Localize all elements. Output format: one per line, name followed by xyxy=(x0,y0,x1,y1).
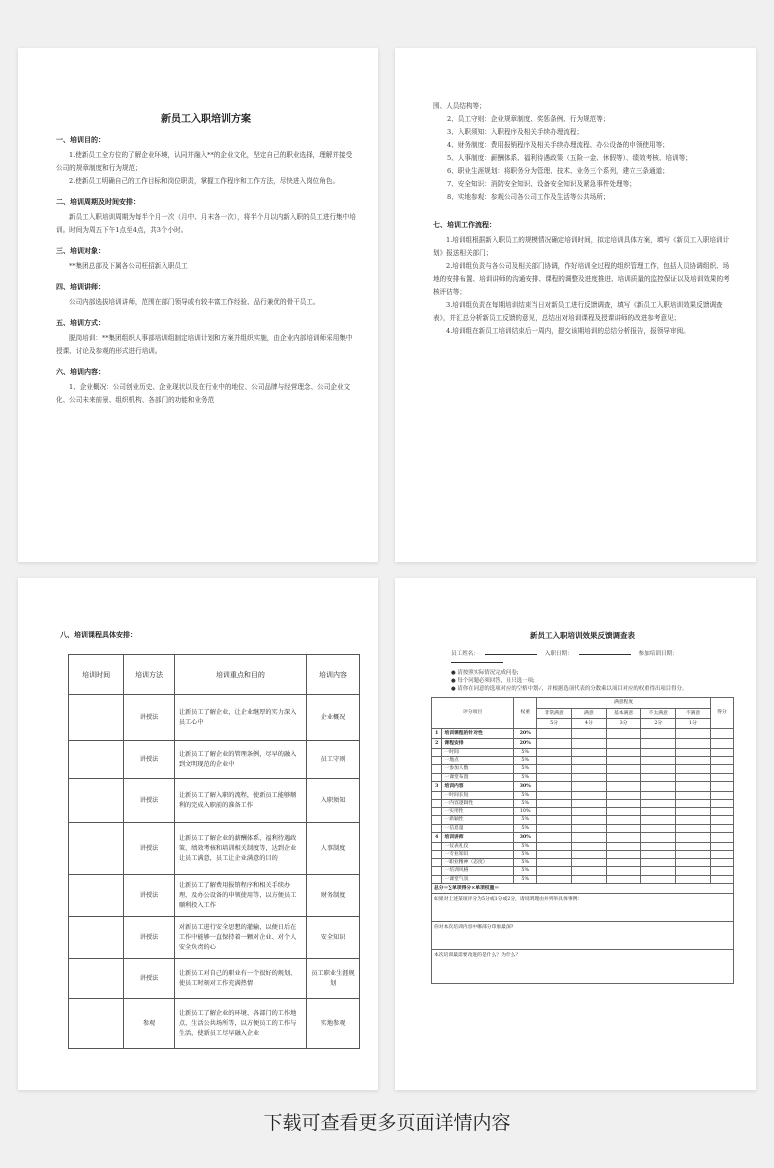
course-schedule-table xyxy=(68,654,360,1049)
rating-cell[interactable] xyxy=(571,729,606,739)
total-formula: 总分＝∑单项得分×单项权重＝ xyxy=(432,883,734,893)
entry-date-blank[interactable] xyxy=(579,649,631,655)
content-cell: 员工守则 xyxy=(307,741,360,779)
satisfaction-header: 满意程度 xyxy=(537,698,711,709)
paragraph: 公司内部选拔培训讲师，范围在部门领导或有较丰富工作经验、品行兼优的骨干员工。 xyxy=(69,298,320,306)
section-weight: 20% xyxy=(514,729,537,739)
list-item: 6、职业生涯规划：将职务分为管理、技术、业务三个系列，建立三条通道； xyxy=(447,167,669,175)
download-caption: 下载可查看更多页面详情内容 xyxy=(263,1112,511,1134)
rating-cell[interactable] xyxy=(676,729,711,739)
training-date-blank[interactable] xyxy=(451,657,503,663)
rating-cell[interactable] xyxy=(676,757,711,765)
table-row xyxy=(69,999,360,1049)
rating-cell[interactable] xyxy=(676,859,711,867)
table-row xyxy=(432,893,734,921)
table-row xyxy=(69,779,360,823)
section-heading: 一、培训目的： xyxy=(56,136,105,144)
weight-header: 权重 xyxy=(514,698,537,729)
rating-cell[interactable] xyxy=(710,739,733,749)
rating-cell[interactable] xyxy=(676,800,711,808)
sub-item-name: 一参加人数 xyxy=(442,765,514,773)
rating-cell[interactable] xyxy=(537,765,572,773)
open-question: 你对本次培训内容中哪部分印象最深? xyxy=(432,921,734,949)
rating-cell[interactable] xyxy=(676,832,711,842)
list-item: 2、员工守则：企业规章制度、奖惩条例、行为规范等； xyxy=(447,115,610,123)
instruction-note: ● 每个问题必须回答，且只选一项; xyxy=(451,678,535,684)
blank-cell xyxy=(432,875,442,883)
column-header: 培训方法 xyxy=(124,655,175,695)
table-row xyxy=(432,859,734,867)
section-name: 课程安排 xyxy=(442,739,514,749)
content-cell: 企业概况 xyxy=(307,695,360,741)
rating-cell[interactable] xyxy=(641,832,676,842)
rating-cell[interactable] xyxy=(571,851,606,859)
rating-cell[interactable] xyxy=(710,842,733,850)
content-cell: 实地参观 xyxy=(307,999,360,1049)
sub-item-name: 一职业精神（态度） xyxy=(442,859,514,867)
rating-cell[interactable] xyxy=(676,765,711,773)
blank-cell xyxy=(432,808,442,816)
section-number: 2 xyxy=(432,739,442,749)
rating-cell[interactable] xyxy=(537,875,572,883)
paragraph: 围、人员结构等； xyxy=(433,102,486,110)
time-cell xyxy=(69,823,124,875)
list-item: 5、人事制度：薪酬体系、福利待遇政策（五险一金、休假等）、绩效考核、培训等； xyxy=(447,154,692,162)
table-row xyxy=(432,883,734,893)
instruction-note: ● 请按照实际情况完成问卷; xyxy=(451,670,519,676)
paragraph: 3.培训组负责在每期培训结束当日对新员工进行反馈调查，填写《新员工入职培训效果反馈调查表》，并汇总分析新员工反馈的意见，总结出对培训课程及授课讲师的改进参考意见； xyxy=(433,301,723,322)
level-points: 4分 xyxy=(571,719,606,729)
rating-cell[interactable] xyxy=(710,832,733,842)
sub-item-name: 一时间长短 xyxy=(442,791,514,799)
section-heading: 五、培训方式： xyxy=(56,319,105,327)
rating-cell[interactable] xyxy=(710,808,733,816)
goal-cell: 让新员工了解企业的薪酬体系、福利待遇政策、绩效考核和培训相关制度等，达到企业让员工满意，员工让企业满意的目的 xyxy=(174,823,306,875)
table-row xyxy=(432,808,734,816)
level-label: 满意 xyxy=(571,709,606,719)
goal-cell: 让新员工了解费用报销程序和相关手续办理，及办公设备的申领使用等，以方便员工顺利投入工作 xyxy=(174,875,306,917)
rating-cell[interactable] xyxy=(641,824,676,832)
method-cell: 讲授法 xyxy=(124,741,175,779)
rating-cell[interactable] xyxy=(606,816,641,824)
method-cell: 讲授法 xyxy=(124,875,175,917)
table-row xyxy=(432,875,734,883)
level-points: 5分 xyxy=(537,719,572,729)
level-label: 非常满意 xyxy=(537,709,572,719)
rating-cell[interactable] xyxy=(606,800,641,808)
rating-cell[interactable] xyxy=(606,851,641,859)
rating-cell[interactable] xyxy=(641,773,676,781)
goal-cell: 让新员工对自己的职业有一个很好的规划，使员工时刻对工作充满热情 xyxy=(174,959,306,999)
level-points: 3分 xyxy=(606,719,641,729)
rating-cell[interactable] xyxy=(710,781,733,791)
employee-name-label: 员工姓名： xyxy=(451,651,479,657)
goal-cell: 让新员工了解企业的管理条例，尽早的融入到文明现范的企业中 xyxy=(174,741,306,779)
rating-cell[interactable] xyxy=(606,757,641,765)
sub-item-name: 一仪表礼仪 xyxy=(442,842,514,850)
section-heading: 六、培训内容： xyxy=(56,368,105,376)
instruction-note: ● 请你在同意的选项对应的空格中划✓，并根据选项代表的分数乘以项目对应的权重得出项目得分。 xyxy=(451,686,688,692)
rating-cell[interactable] xyxy=(710,867,733,875)
time-cell xyxy=(69,779,124,823)
rating-cell[interactable] xyxy=(606,842,641,850)
level-points: 2分 xyxy=(641,719,676,729)
goal-cell: 让新员工了解入职的流程，使新员工能够顺利的完成入职前的准备工作 xyxy=(174,779,306,823)
rating-cell[interactable] xyxy=(537,781,572,791)
time-cell xyxy=(69,917,124,959)
rating-cell[interactable] xyxy=(537,816,572,824)
time-cell xyxy=(69,695,124,741)
rating-cell[interactable] xyxy=(571,765,606,773)
rating-cell[interactable] xyxy=(571,816,606,824)
entry-date-label: 入职日期： xyxy=(544,651,573,657)
rating-cell[interactable] xyxy=(606,739,641,749)
rating-cell[interactable] xyxy=(606,765,641,773)
rating-cell[interactable] xyxy=(571,824,606,832)
sub-item-name: 一时间 xyxy=(442,749,514,757)
content-cell: 安全知识 xyxy=(307,917,360,959)
method-cell: 参观 xyxy=(124,999,175,1049)
document-page-4 xyxy=(395,578,756,1090)
sub-item-weight: 5% xyxy=(514,816,537,824)
rating-cell[interactable] xyxy=(676,867,711,875)
rating-cell[interactable] xyxy=(606,729,641,739)
sub-item-name: 一内容逻辑性 xyxy=(442,800,514,808)
sub-item-name: 一课堂布置 xyxy=(442,773,514,781)
content-cell: 人事制度 xyxy=(307,823,360,875)
document-page-1 xyxy=(18,48,378,562)
rating-cell[interactable] xyxy=(606,867,641,875)
table-row xyxy=(432,824,734,832)
rating-cell[interactable] xyxy=(676,824,711,832)
sub-item-name: 一课堂气氛 xyxy=(442,875,514,883)
rating-cell[interactable] xyxy=(641,851,676,859)
level-points: 1分 xyxy=(676,719,711,729)
paragraph: 1.培训组根据新入职员工的规模情况确定培训时间，拟定培训具体方案，填写《新员工入职培训计划》报送相关部门； xyxy=(433,236,730,257)
document-page-2 xyxy=(395,48,756,562)
sub-item-weight: 5% xyxy=(514,859,537,867)
table-row xyxy=(432,773,734,781)
blank-cell xyxy=(432,824,442,832)
time-cell xyxy=(69,875,124,917)
rating-cell[interactable] xyxy=(571,757,606,765)
sub-item-weight: 5% xyxy=(514,842,537,850)
form-title: 新员工入职培训效果反馈调查表 xyxy=(530,631,635,640)
paragraph: 脱岗培训：**集团组织人事部培训组制定培训计划和方案并组织实施，由企业内部培训师采用集中授课、讨论及参观的形式进行培训。 xyxy=(56,334,353,355)
blank-cell xyxy=(432,816,442,824)
method-cell: 讲授法 xyxy=(124,917,175,959)
rating-cell[interactable] xyxy=(676,739,711,749)
sub-item-weight: 5% xyxy=(514,791,537,799)
section-weight: 20% xyxy=(514,739,537,749)
goal-cell: 让新员工了解企业，让企业继厚的实力深入员工心中 xyxy=(174,695,306,741)
list-item: 7、安全知识：消防安全知识、设备安全知识及紧急事件处理等； xyxy=(447,180,636,188)
table-row xyxy=(432,781,734,791)
rating-cell[interactable] xyxy=(641,859,676,867)
rating-cell[interactable] xyxy=(641,781,676,791)
rating-cell[interactable] xyxy=(537,808,572,816)
rating-cell[interactable] xyxy=(571,842,606,850)
rating-cell[interactable] xyxy=(606,791,641,799)
rating-cell[interactable] xyxy=(641,842,676,850)
rating-cell[interactable] xyxy=(710,765,733,773)
content-list xyxy=(433,113,734,204)
sub-item-weight: 5% xyxy=(514,851,537,859)
table-row xyxy=(432,739,734,749)
sub-item-name: 一专业知识 xyxy=(442,851,514,859)
section-name: 培训内容 xyxy=(442,781,514,791)
table-row xyxy=(69,917,360,959)
level-label: 不太满意 xyxy=(641,709,676,719)
training-date-label: 参加培训日期： xyxy=(638,651,678,657)
paragraph: **集团总部及下属各公司枉招新入职员工 xyxy=(69,262,188,270)
rating-cell[interactable] xyxy=(606,859,641,867)
rating-cell[interactable] xyxy=(571,859,606,867)
list-item: 4、财务制度：费用报销程序及相关手续办理流程、办公设备的申领使用等； xyxy=(447,141,669,149)
sub-item-name: 一信息量 xyxy=(442,824,514,832)
section-number: 3 xyxy=(432,781,442,791)
column-header: 培训内容 xyxy=(307,655,360,695)
table-row xyxy=(69,959,360,999)
rating-cell[interactable] xyxy=(537,859,572,867)
goal-cell: 让新员工了解企业的环境、各部门的工作地点、生活公共场所等，以方便员工的工作与生活，使新员工尽早融入企业 xyxy=(174,999,306,1049)
rating-cell[interactable] xyxy=(537,824,572,832)
paragraph: 4.培训组在新员工培训结束后一周内，提交该期培训的总结分析报告，报领导审阅。 xyxy=(446,327,690,335)
employee-name-blank[interactable] xyxy=(485,649,537,655)
rating-cell[interactable] xyxy=(571,875,606,883)
blank-cell xyxy=(432,749,442,757)
list-item: 3、入职须知：入职程序及相关手续办理流程； xyxy=(447,128,584,136)
table-row xyxy=(69,695,360,741)
method-cell: 讲授法 xyxy=(124,695,175,741)
item-header: 评分项目 xyxy=(432,698,514,729)
rating-cell[interactable] xyxy=(710,800,733,808)
rating-cell[interactable] xyxy=(676,808,711,816)
level-label: 不满意 xyxy=(676,709,711,719)
rating-cell[interactable] xyxy=(537,729,572,739)
column-header: 培训重点和目的 xyxy=(174,655,306,695)
sub-item-weight: 5% xyxy=(514,749,537,757)
sub-item-weight: 5% xyxy=(514,824,537,832)
blank-cell xyxy=(432,773,442,781)
rating-cell[interactable] xyxy=(641,791,676,799)
document-page-3 xyxy=(18,578,378,1090)
table-row xyxy=(432,851,734,859)
sub-item-name: 一培训风格 xyxy=(442,867,514,875)
sub-item-weight: 5% xyxy=(514,800,537,808)
rating-cell[interactable] xyxy=(676,749,711,757)
sub-item-name: 一地点 xyxy=(442,757,514,765)
blank-cell xyxy=(432,765,442,773)
rating-cell[interactable] xyxy=(537,791,572,799)
table-row xyxy=(69,823,360,875)
table-row xyxy=(69,741,360,779)
time-cell xyxy=(69,741,124,779)
blank-cell xyxy=(432,800,442,808)
rating-cell[interactable] xyxy=(537,757,572,765)
rating-cell[interactable] xyxy=(641,800,676,808)
paragraph: 1、企业概况：公司创业历史、企业现状以及在行业中的地位、公司品牌与经营理念、公司企业文化、公司未来前景、组织机构、各部门的功能和业务范 xyxy=(56,383,351,404)
sub-item-weight: 5% xyxy=(514,867,537,875)
rating-cell[interactable] xyxy=(571,781,606,791)
section-number: 1 xyxy=(432,729,442,739)
rating-cell[interactable] xyxy=(676,851,711,859)
rating-cell[interactable] xyxy=(571,739,606,749)
section-weight: 30% xyxy=(514,832,537,842)
feedback-survey-table xyxy=(431,697,734,984)
rating-cell[interactable] xyxy=(571,808,606,816)
content-cell: 员工职业生涯规划 xyxy=(307,959,360,999)
section-name: 培训课程的针对性 xyxy=(442,729,514,739)
open-question: 如果对上述某项评分为5分或1分或2分，请说明理由并列举具体事例： xyxy=(432,893,734,921)
table-row xyxy=(432,749,734,757)
content-cell: 财务制度 xyxy=(307,875,360,917)
paragraph: 2.培训组负责与各公司及相关部门协调，作好培训全过程的组织管理工作，包括人员协调组织、场地的安排布置、培训讲师的沟通安排、课程的调整及进度推进、培训质量的监控保证以及培训效果的考核评估等； xyxy=(433,262,730,296)
section-name: 培训讲师 xyxy=(442,832,514,842)
rating-cell[interactable] xyxy=(606,773,641,781)
section-number: 4 xyxy=(432,832,442,842)
table-row xyxy=(69,875,360,917)
table-row xyxy=(432,816,734,824)
rating-cell[interactable] xyxy=(641,875,676,883)
section-heading: 二、培训周期及时间安排： xyxy=(56,198,140,206)
paragraph: 2.使新员工明确自己的工作目标和岗位职责，掌握工作程序和工作方法，尽快进入岗位角色。 xyxy=(69,177,340,185)
blank-cell xyxy=(432,757,442,765)
sub-item-weight: 10% xyxy=(514,808,537,816)
rating-cell[interactable] xyxy=(641,729,676,739)
rating-cell[interactable] xyxy=(537,749,572,757)
time-cell xyxy=(69,999,124,1049)
rating-cell[interactable] xyxy=(571,832,606,842)
section-heading: 三、培训对象： xyxy=(56,247,105,255)
section-heading: 八、培训课程具体安排： xyxy=(60,631,137,639)
table-row xyxy=(432,800,734,808)
sub-item-weight: 5% xyxy=(514,773,537,781)
method-cell: 讲授法 xyxy=(124,959,175,999)
rating-cell[interactable] xyxy=(537,773,572,781)
rating-cell[interactable] xyxy=(710,757,733,765)
table-row xyxy=(432,791,734,799)
rating-cell[interactable] xyxy=(676,816,711,824)
rating-cell[interactable] xyxy=(641,749,676,757)
table-row xyxy=(432,729,734,739)
sub-item-weight: 5% xyxy=(514,765,537,773)
rating-cell[interactable] xyxy=(710,851,733,859)
table-header-row xyxy=(69,655,360,695)
sub-item-name: 一实用性 xyxy=(442,808,514,816)
rating-cell[interactable] xyxy=(571,867,606,875)
blank-cell xyxy=(432,859,442,867)
rating-cell[interactable] xyxy=(676,781,711,791)
score-header: 得分 xyxy=(710,698,733,729)
rating-cell[interactable] xyxy=(537,832,572,842)
table-row xyxy=(432,698,734,709)
method-cell: 讲授法 xyxy=(124,779,175,823)
rating-cell[interactable] xyxy=(676,875,711,883)
section-weight: 30% xyxy=(514,781,537,791)
rating-cell[interactable] xyxy=(710,816,733,824)
sub-item-name: 一新颖性 xyxy=(442,816,514,824)
column-header: 培训时间 xyxy=(69,655,124,695)
sub-item-weight: 5% xyxy=(514,875,537,883)
blank-cell xyxy=(432,842,442,850)
rating-cell[interactable] xyxy=(571,800,606,808)
rating-cell[interactable] xyxy=(537,842,572,850)
rating-cell[interactable] xyxy=(641,867,676,875)
blank-cell xyxy=(432,851,442,859)
method-cell: 讲授法 xyxy=(124,823,175,875)
level-label: 基本满意 xyxy=(606,709,641,719)
document-title: 新员工入职培训方案 xyxy=(161,114,251,125)
rating-cell[interactable] xyxy=(710,773,733,781)
rating-cell[interactable] xyxy=(710,875,733,883)
table-row xyxy=(432,832,734,842)
rating-cell[interactable] xyxy=(606,824,641,832)
content-cell: 入职须知 xyxy=(307,779,360,823)
paragraph: 1.使新员工全方位的了解企业环境，认同并融入**的企业文化，坚定自己的职业选择，理解并接受公司的规章制度和行为规范； xyxy=(56,151,353,172)
rating-cell[interactable] xyxy=(710,791,733,799)
table-row xyxy=(432,949,734,983)
table-row xyxy=(432,765,734,773)
open-question: 本次培训最需要改进的是什么？为什么？ xyxy=(432,949,734,983)
rating-cell[interactable] xyxy=(676,791,711,799)
blank-cell xyxy=(432,867,442,875)
rating-cell[interactable] xyxy=(710,749,733,757)
rating-cell[interactable] xyxy=(537,867,572,875)
rating-cell[interactable] xyxy=(606,781,641,791)
rating-cell[interactable] xyxy=(710,824,733,832)
table-row xyxy=(432,757,734,765)
sub-item-weight: 5% xyxy=(514,757,537,765)
rating-cell[interactable] xyxy=(606,832,641,842)
goal-cell: 对新员工进行安全思想的灌输，以便日后在工作中能够一直保持着一颗对企业、对个人安全负责的心 xyxy=(174,917,306,959)
rating-cell[interactable] xyxy=(606,808,641,816)
rating-cell[interactable] xyxy=(641,765,676,773)
time-cell xyxy=(69,959,124,999)
form-fields xyxy=(451,649,734,665)
rating-cell[interactable] xyxy=(606,749,641,757)
blank-cell xyxy=(432,791,442,799)
table-row xyxy=(432,921,734,949)
table-row xyxy=(432,867,734,875)
rating-cell[interactable] xyxy=(710,729,733,739)
section-heading: 七、培训工作流程： xyxy=(433,221,496,229)
rating-cell[interactable] xyxy=(571,749,606,757)
rating-cell[interactable] xyxy=(537,800,572,808)
rating-cell[interactable] xyxy=(537,851,572,859)
rating-cell[interactable] xyxy=(641,757,676,765)
rating-cell[interactable] xyxy=(676,773,711,781)
rating-cell[interactable] xyxy=(606,875,641,883)
rating-cell[interactable] xyxy=(571,791,606,799)
rating-cell[interactable] xyxy=(641,808,676,816)
rating-cell[interactable] xyxy=(676,842,711,850)
table-row xyxy=(432,842,734,850)
section-heading: 四、培训讲师： xyxy=(56,283,105,291)
rating-cell[interactable] xyxy=(571,773,606,781)
rating-cell[interactable] xyxy=(537,739,572,749)
list-item: 8、实地参观：参观公司各公司工作及生活等公共场所； xyxy=(447,193,610,201)
paragraph: 新员工入职培训周期为每半个月一次（月中、月末各一次），将半个月以内新入职的员工进行集中培训。时间为周五下午1点至4点，共3个小时。 xyxy=(56,213,356,234)
rating-cell[interactable] xyxy=(641,739,676,749)
rating-cell[interactable] xyxy=(710,859,733,867)
rating-cell[interactable] xyxy=(641,816,676,824)
